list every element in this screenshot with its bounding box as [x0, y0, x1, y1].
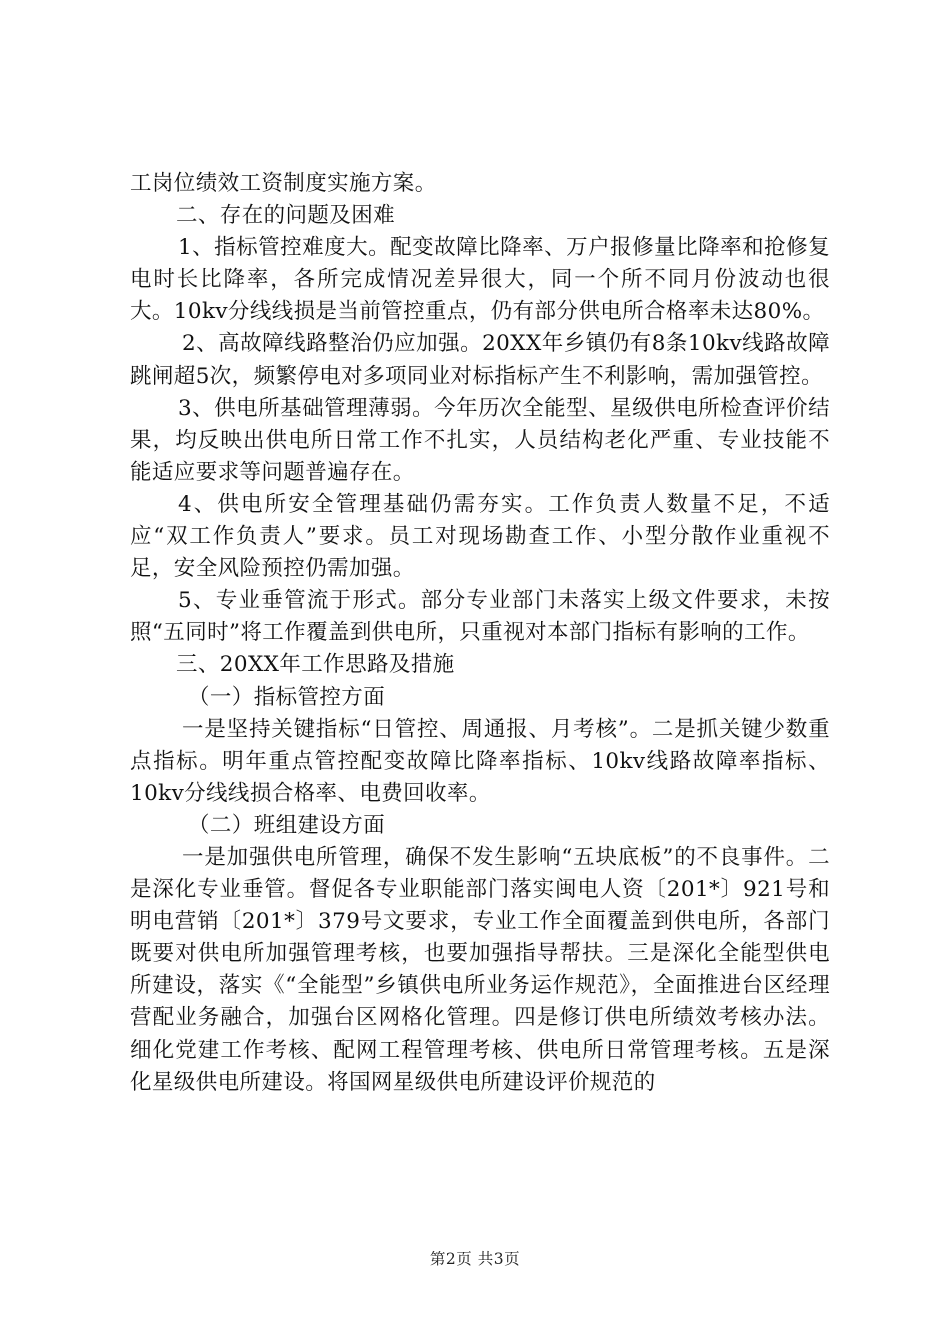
paragraph-problem-1: 1、指标管控难度大。配变故障比降率、万户报修量比降率和抢修复电时长比降率，各所完成情况差异很大，同一个所不同月份波动也很大。10kv分线线损是当前管控重点，仍有部分供电所合格率未达80%。 [130, 235, 830, 325]
document-body [130, 168, 830, 1099]
section-heading-plan: 三、20XX年工作思路及措施 [176, 652, 455, 678]
paragraph-problem-4: 4、供电所安全管理基础仍需夯实。工作负责人数量不足，不适应“双工作负责人”要求。员工对现场勘查工作、小型分散作业重视不足，安全风险预控仍需加强。 [130, 491, 830, 582]
paragraph-problem-5: 5、专业垂管流于形式。部分专业部门未落实上级文件要求，未按照“五同时”将工作覆盖到供电所，只重视对本部门指标有影响的工作。 [130, 588, 830, 646]
page-number: 第2页 共3页 [429, 1250, 521, 1268]
subheading-indicator-control: （一）指标管控方面 [188, 684, 386, 710]
paragraph-problem-3: 3、供电所基础管理薄弱。今年历次全能型、星级供电所检查评价结果，均反映出供电所日常工作不扎实，人员结构老化严重、专业技能不能适应要求等问题普遍存在。 [130, 395, 830, 485]
paragraph-team-building: 一是加强供电所管理，确保不发生影响“五块底板”的不良事件。二是深化专业垂管。督促各专业职能部门落实闽电人资〔201*〕921号和明电营销〔201*〕379号文要求，专业工作全面覆盖到供电所，各部门既要对供电所加强管理考核，也要加强指导帮扶。三是深化全能型供电所建设，落实《“全能型”乡镇供电所业务运作规范》，全面推进台区经理营配业务融合，加强台区网格化管理。四是修订供电所绩效考核办法。细化党建工作考核、配网工程管理考核、供电所日常管理考核。五是深化星级供电所建设。将国网星级供电所建设评价规范的 [130, 844, 830, 1095]
paragraph-indicator-control: 一是坚持关键指标“日管控、周通报、月考核”。二是抓关键少数重点指标。明年重点管控配变故障比降率指标、10kv线路故障率指标、10kv分线线损合格率、电费回收率。 [130, 716, 830, 806]
paragraph-continuation: 工岗位绩效工资制度实施方案。 [130, 171, 437, 196]
paragraph-problem-2: 2、高故障线路整治仍应加强。20XX年乡镇仍有8条10kv线路故障跳闸超5次，频繁停电对多项同业对标指标产生不利影响，需加强管控。 [130, 331, 830, 389]
section-heading-problems: 二、存在的问题及困难 [176, 203, 396, 229]
subheading-team-building: （二）班组建设方面 [188, 812, 386, 838]
